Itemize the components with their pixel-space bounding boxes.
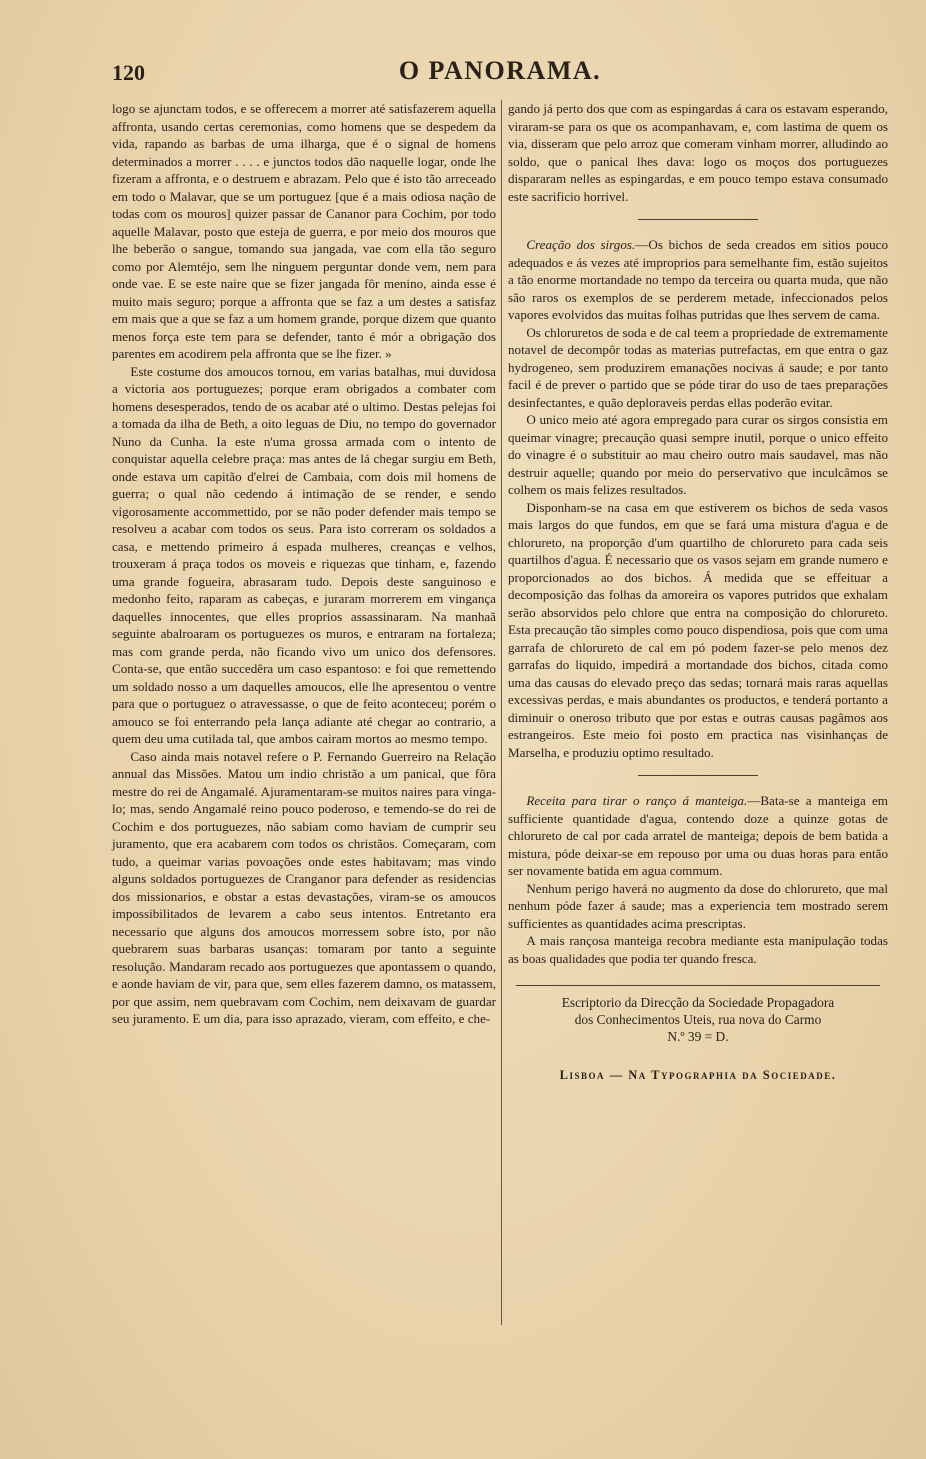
butter-first-paragraph — [508, 792, 888, 880]
butter-paragraph: A mais rançosa manteiga recobra mediante esta manipulação todas as boas qualidades que podia ter quando fresca. — [508, 933, 888, 966]
section-separator — [638, 219, 758, 220]
butter-paragraph: Nenhum perigo haverá no augmento da dose do chlorureto, que mal nenhum póde fazer á saude; mas a experiencia tem mostrado serem sufficientes as quantidades acima prescriptas. — [508, 880, 888, 931]
footer-rule — [516, 985, 880, 986]
butter-intro-text: —Bata-se a manteiga em sufficiente quantidade d'agua, contendo doze a quinze gotas de chlorureto de cal por cada arratel de manteiga; depois de bem batida a mistura, póde deixar-se em repouso por uma ou duas horas para então ser novamente batida em agua commum. — [508, 793, 888, 878]
silk-section-title: Creação dos sirgos. — [526, 237, 636, 252]
imprint-line: Lisboa — Na Typographia da Sociedade. — [559, 1068, 837, 1082]
silk-first-paragraph — [508, 236, 888, 324]
left-column — [112, 100, 496, 1028]
journal-title: O PANORAMA. — [398, 56, 602, 85]
office-line: Escriptorio da Direcção da Sociedade Propagadora — [561, 995, 835, 1010]
office-line: dos Conhecimentos Uteis, rua nova do Carmo — [574, 1012, 822, 1027]
silk-paragraph: Disponham-se na casa em que estiverem os bichos de seda vasos mais largos do que fundos, em que se fará uma mistura d'agua e de chlorureto, na proporção d'um quartilho de chlorureto para cada seis quartilhos d'agua. É necessario que os vasos sejam em grande numero e proporcionados ao dos bichos. Á medida que se effeituar a decomposição das folhas da amoreira os vapores putridos que exhalam serão absorvidos pelo chlore que entra na composição do chlorureto. Esta precaução tão simples como pouco dispendiosa, pois que com uma garrafa de chlorureto de cal em pó podem fazer-se pelo menos dez garrafas do liquido, impedirá a mortandade dos bichos, citada como uma das causas do elevado preço das sedas; tornará mais raras aquellas excessivas perdas, e mais abundantes os productos, e tenderá portanto a diminuir o oneroso tributo que por estas e outras causas pagâmos aos estrangeiros. Este meio foi posto em practica nas visinhanças de Marselha, e produziu optimo resultado. — [508, 499, 888, 760]
page-header — [112, 56, 888, 92]
article-paragraph: Este costume dos amoucos tornou, em varias batalhas, mui duvidosa a victoria aos portuguezes; porque eram obrigados a combater com homens desesperados, tendo de os acabar até o ultimo. Destas pelejas foi a tomada da ilha de Beth, a oito leguas de Diu, no tempo do governador Nuno da Cunha. Ia este n'uma grossa armada com o intento de conquistar aquella celebre praça: mas antes de lá chegar surgiu em Beth, onde estava um capitão d'elrei de Cambaia, com dois mil homens de guerra; o qual não cedendo á intimação de se render, e sendo vigorosamente accommettido, por se não poder defender mais tempo se resolveu a acabar com todos os seus. Para isto correram os soldados a casa, e mettendo primeiro á espada mulheres, creanças e velhos, trouxeram á praça todos os moveis e riquezas que tinham, e, fazendo uma grande fogueira, abrasaram tudo. Depois deste sanguinoso e medonho feito, raparam as cabeças, e juraram morrerem em vingança daquelles innocentes, que elles proprios assassinaram. Na manhaã seguinte abalroaram os portuguezes os muros, e entraram na fortaleza; mas com grande perda, não ficando vivo um unico dos defensores. Conta-se, que então succedêra um caso espantoso: e foi que remettendo um soldado nosso a um daquelles amoucos, elle lhe apresentou o ventre para que o portuguez o atravessasse, o que de feito aconteceu; porém o amouco se foi enterrando pela lança adiante até chegar ao contrario, a quem deu uma cutilada tal, que ambos cairam mortos ao mesmo tempo. — [112, 363, 496, 746]
right-column — [508, 100, 888, 1085]
column-divider — [501, 100, 502, 1325]
page-number: 120 — [112, 60, 145, 85]
article-paragraph: Caso ainda mais notavel refere o P. Fernando Guerreiro na Relação annual das Missões. Matou um indio christão a um panical, que fôra mestre do rei de Angamalé. Ajuramentaram-se muitos naires para vinga-lo; mas, sendo Angamalé reino pouco poderoso, e temendo-se do rei de Cochim e dos portuguezes, não sabiam como haviam de cumprir seu juramento, que era acabarem com todos os christãos. Começaram, com tudo, a queimar varias povoações onde estes habitavam; mas vindo alguns soldados portuguezes de Cranganor para defender as residencias dos missionarios, e obstar a estas devastações, viram-se os amoucos impossibilitados de levarem a cabo seus intentos. Entretanto era necessario que alguns dos amoucos morressem sobre isto, por não quebrarem suas barbaras usanças: tomaram por tanto a seguinte resolução. Mandaram recado aos portuguezes que apontassem o quando, e aonde haviam de vir, para que, sem elles fazerem damno, os matassem, por que assim, nem quebravam com Cochim, nem deixavam de guardar seu juramento. E um dia, para isso aprazado, vieram, com effeito, e che- — [112, 748, 496, 1026]
silk-paragraph: O unico meio até agora empregado para curar os sirgos consistia em queimar vinagre; precaução quasi sempre inutil, porque o unico effeito do vinagre é o substituir ao mau cheiro outro mais saudavel, mas não destruir aquelle; quando por meio do perservativo que inculcâmos se colhem os mais felizes resultados. — [508, 412, 888, 497]
office-line: N.º 39 = D. — [667, 1029, 729, 1044]
section-separator — [638, 775, 758, 776]
butter-section-title: Receita para tirar o ranço á manteiga. — [526, 793, 748, 808]
silk-paragraph: Os chloruretos de soda e de cal teem a propriedade de extremamente notavel de decompôr todas as materias putrefactas, em que entra o gaz hydrogeneo, sem produzirem emanações nocivas á saude; e por tanto facil é de prever o partido que se póde tirar do uso de taes preparações desinfectantes, e quão deploraveis perdas ellas poderão evitar. — [508, 324, 888, 410]
silk-intro-text: —Os bichos de seda creados em sitios pouco adequados e ás vezes até improprios para semelhante fim, estão sujeitos a tão enorme mortandade no tempo da terceira ou quarta muda, que não são raros os exemplos de se perderem metade, infeccionados pelos vapores evolvidos das muitas folhas putridas que lhes servem de cama. — [508, 237, 888, 322]
article-continuation: gando já perto dos que com as espingardas á cara os estavam esperando, viraram-se para os que os acompanhavam, e, com lastima de quem os via, disseram que pelo arroz que comeram vinham morrer, alludindo ao soldo, que o panical lhes dava: logo os moços dos portuguezes dispararam nelles as espingardas, e em pouco tempo estava consumado este sacrificio horrivel. — [508, 101, 888, 204]
office-address — [508, 994, 888, 1045]
article-paragraph: logo se ajunctam todos, e se offerecem a morrer até satisfazerem aquella affronta, usando certas ceremonias, como homens que se despedem da vida, rapando as barbas de uma ilharga, que é o signal de homens determinados a morrer . . . . e junctos todos dão naquelle logar, onde lhe fizeram a affronta, e o destruem e abrazam. Pelo que é isto tão arreceado em todo o Malavar, que se um portuguez [que é a mais odiosa nação de todas com os mouros] quizer passar de Cananor para Cochim, por todo aquelle Malavar, posto que esteja de guerra, e por meio dos mouros que lhe beberão o sangue, tomando sua jangada, vae com ella tão seguro como por Alemtéjo, sem lhe ninguem perguntar donde vem, nem para onde vae. E se este naire que se fizer jangada fôr menino, ainda esse é muito mais seguro; porque a affronta que se faz a um destes a satisfaz em mais que a que se faz a um homem grande, porque dizem que quanto menos força este tem para se defender, tanto é mór a obrigação dos parentes em acodirem pela affronta que se lhe fizer. » — [112, 101, 496, 361]
